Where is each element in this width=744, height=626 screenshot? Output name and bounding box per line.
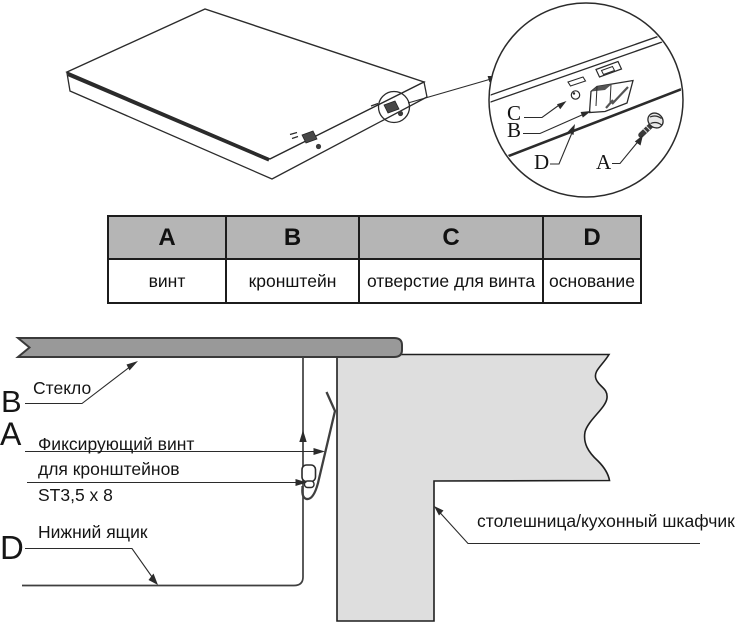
drawer-arrowhead xyxy=(149,574,159,586)
table-header-d: D xyxy=(543,216,641,259)
bottom-drawer-label: Нижний ящик xyxy=(38,522,148,542)
table-value-row xyxy=(108,259,641,303)
fixing-screw-label-line1: Фиксирующий винт xyxy=(38,434,195,454)
table-header-c: C xyxy=(359,216,543,259)
parts-legend-table xyxy=(107,215,642,304)
table-cell-bracket: кронштейн xyxy=(226,259,359,303)
screw-hole-drawing xyxy=(571,91,579,99)
glass-cooktop-bar xyxy=(18,338,402,357)
table-header-b: B xyxy=(226,216,359,259)
table-cell-base: основание xyxy=(543,259,641,303)
installation-cross-section xyxy=(18,338,700,621)
section-letter-a: A xyxy=(0,416,21,452)
table-header-a: A xyxy=(108,216,226,259)
detail-label-a: A xyxy=(596,150,612,174)
countertop-cabinet-shape xyxy=(337,355,610,622)
up-arrowhead xyxy=(299,430,306,442)
bracket-arrowhead xyxy=(314,448,326,455)
fixing-screw-label-line3: ST3,5 x 8 xyxy=(38,485,113,505)
table-header-row xyxy=(108,216,641,259)
table-cell-screw: винт xyxy=(108,259,226,303)
countertop-arrowhead xyxy=(434,506,444,516)
detail-label-c: C xyxy=(507,101,522,125)
detail-label-d: D xyxy=(534,150,550,174)
glass-arrowhead xyxy=(127,361,139,371)
fixing-screw-tip-profile xyxy=(305,481,315,488)
cooktop-isometric-view xyxy=(67,9,499,179)
fixing-screw-label-line2: для кронштейнов xyxy=(38,459,180,479)
table-cell-screw-hole: отверстие для винта xyxy=(359,259,543,303)
detail-label-b: B xyxy=(507,118,522,142)
countertop-label: столешница/кухонный шкафчик xyxy=(477,511,735,531)
fixing-screw-profile xyxy=(302,465,316,482)
section-letter-d: D xyxy=(0,529,23,566)
cooktop-glass-top xyxy=(67,9,424,159)
detail-circle-view xyxy=(465,3,705,197)
glass-label: Стекло xyxy=(33,378,92,398)
section-letter-b: B xyxy=(1,384,21,419)
